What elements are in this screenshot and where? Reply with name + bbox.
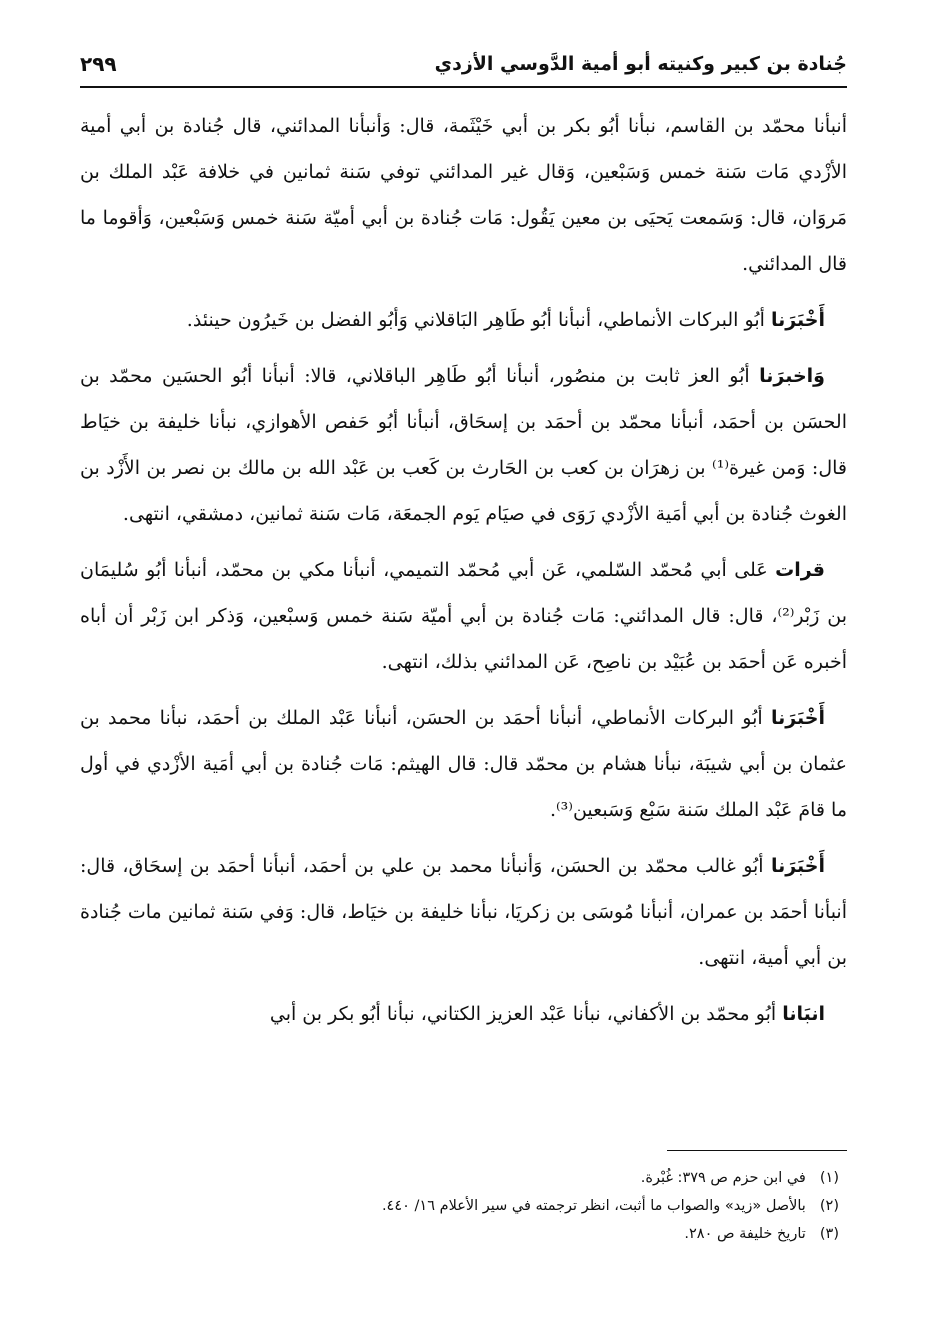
paragraph-lead: قرات	[775, 559, 825, 581]
running-header	[80, 42, 847, 88]
footnote-2	[80, 1192, 839, 1220]
paragraph-text: عَلى أبي مُحمّد السّلمي، عَن أبي مُحمّد التميمي، أنبأنا مكي بن محمّد، أنبأنا أبُو سُليمَان بن زَبْر⁽²⁾، قال: قال المدائني: مَات جُنادة بن أبي أميّة سَنة خمس وَسبْعين، وَذكر ابن زَبْر أن أباه أخبره عَن أحمَد بن عُبَيْد بن ناصِح، عَن المدائني بذلك، انتهى.	[80, 559, 847, 673]
paragraph-text: أبُو البركات الأنماطي، أنبأنا أحمَد بن الحسَن، أنبأنا عَبْد الملك بن أحمَد، نبأنا محمد بن عثمان بن أبي شيبَة، نبأنا هشام بن محمّد قال: قال الهيثم: مَات جُنادة بن أبي أمَية الأزْدي في أول ما قامَ عَبْد الملك سَنة سَبْع وَسَبعين⁽³⁾.	[80, 707, 847, 821]
footnote-number: (٢)	[819, 1198, 839, 1214]
paragraph-4	[80, 547, 847, 685]
main-text	[80, 103, 847, 1047]
footnote-text: في ابن حزم ص ٣٧٩: غُبْرة.	[640, 1170, 806, 1186]
footnote-text: بالأصل «زيد» والصواب ما أثبت، انظر ترجمته في سير الأعلام ١٦/ ٤٤٠.	[381, 1198, 806, 1214]
paragraph-1	[80, 103, 847, 287]
paragraph-2	[80, 297, 847, 343]
paragraph-lead: أَخْبَرَنا	[770, 309, 825, 331]
footnote-3	[80, 1220, 839, 1248]
header-title: جُنادة بن كبير وكنيته أبو أمية الدَّوسي الأزدي	[434, 53, 847, 75]
paragraph-5	[80, 695, 847, 833]
paragraph-text: أنبأنا محمّد بن القاسم، نبأنا أبُو بكر بن أبي خَيْثَمة، قال: وَأنبأنا المدائني، قال جُنادة بن أبي أمية الأزْدي مَات سَنة خمس وَسَبْعين، وَقال غير المدائني توفي سَنة ثمانين في خلافة عَبْد الملك بن مَروَان، قال: وَسَمعت يَحيَى بن معين يَقُول: مَات جُنادة بن أبي أميّة سَنة خمس وَسَبْعين، وَأقوما ما قال المدائني.	[80, 115, 847, 275]
footnotes	[80, 1164, 839, 1248]
paragraph-lead: أَخْبَرَنا	[770, 855, 825, 877]
paragraph-text: أبُو العز ثابت بن منصُور، أنبأنا أبُو طَاهِر الباقلاني، قالا: أنبأنا أبُو الحسَين محمّد بن الحسَن بن أحمَد، أنبأنا محمّد بن أحمَد بن إسحَاق، أنبأنا أبُو حَفص الأهوازي، نبأنا خليفة بن خيَاط قال: وَمن غيرة⁽¹⁾ بن زهرَان بن كعب بن الحَارث بن كَعب بن عَبْد الله بن مالك بن نصر بن الأَزْد بن الغوث جُنادة بن أبي أمَية الأزْدي رَوَى في صيَام يَوم الجمعَة، مَات سَنة ثمانين، دمشقي، انتهى.	[80, 365, 848, 525]
paragraph-lead: انبَانا	[782, 1003, 825, 1025]
footnote-number: (٣)	[819, 1226, 839, 1242]
paragraph-text: أبُو غالب محمّد بن الحسَن، وَأنبأنا محمد بن علي بن أحمَد، أنبأنا أحمَد بن إسحَاق، قال: أنبأنا أحمَد بن عمران، أنبأنا مُوسَى بن زكريَا، نبأنا خليفة بن خيَاط، قال: وَفي سَنة ثمانين مات جُنادة بن أبي أمية، انتهى.	[80, 855, 847, 969]
paragraph-7	[80, 991, 847, 1037]
paragraph-6	[80, 843, 847, 981]
footnote-number: (١)	[819, 1170, 839, 1186]
paragraph-lead: أَخْبَرَنا	[770, 707, 825, 729]
footnote-divider	[667, 1150, 847, 1151]
paragraph-lead: وَاخبرَنا	[759, 365, 825, 387]
page-number: ٢٩٩	[80, 52, 117, 76]
paragraph-text: أبُو محمّد بن الأكفاني، نبأنا عَبْد العزيز الكتاني، نبأنا أبُو بكر بن أبي	[269, 1003, 777, 1025]
paragraph-3	[80, 353, 847, 537]
footnote-1	[80, 1164, 839, 1192]
paragraph-text: أبُو البركات الأنماطي، أنبأنا أبُو طَاهِر البَاقلاني وَأبُو الفضل بن خَيرُون حينئذ.	[186, 309, 765, 331]
footnote-text: تاريخ خليفة ص ٢٨٠.	[684, 1226, 806, 1242]
